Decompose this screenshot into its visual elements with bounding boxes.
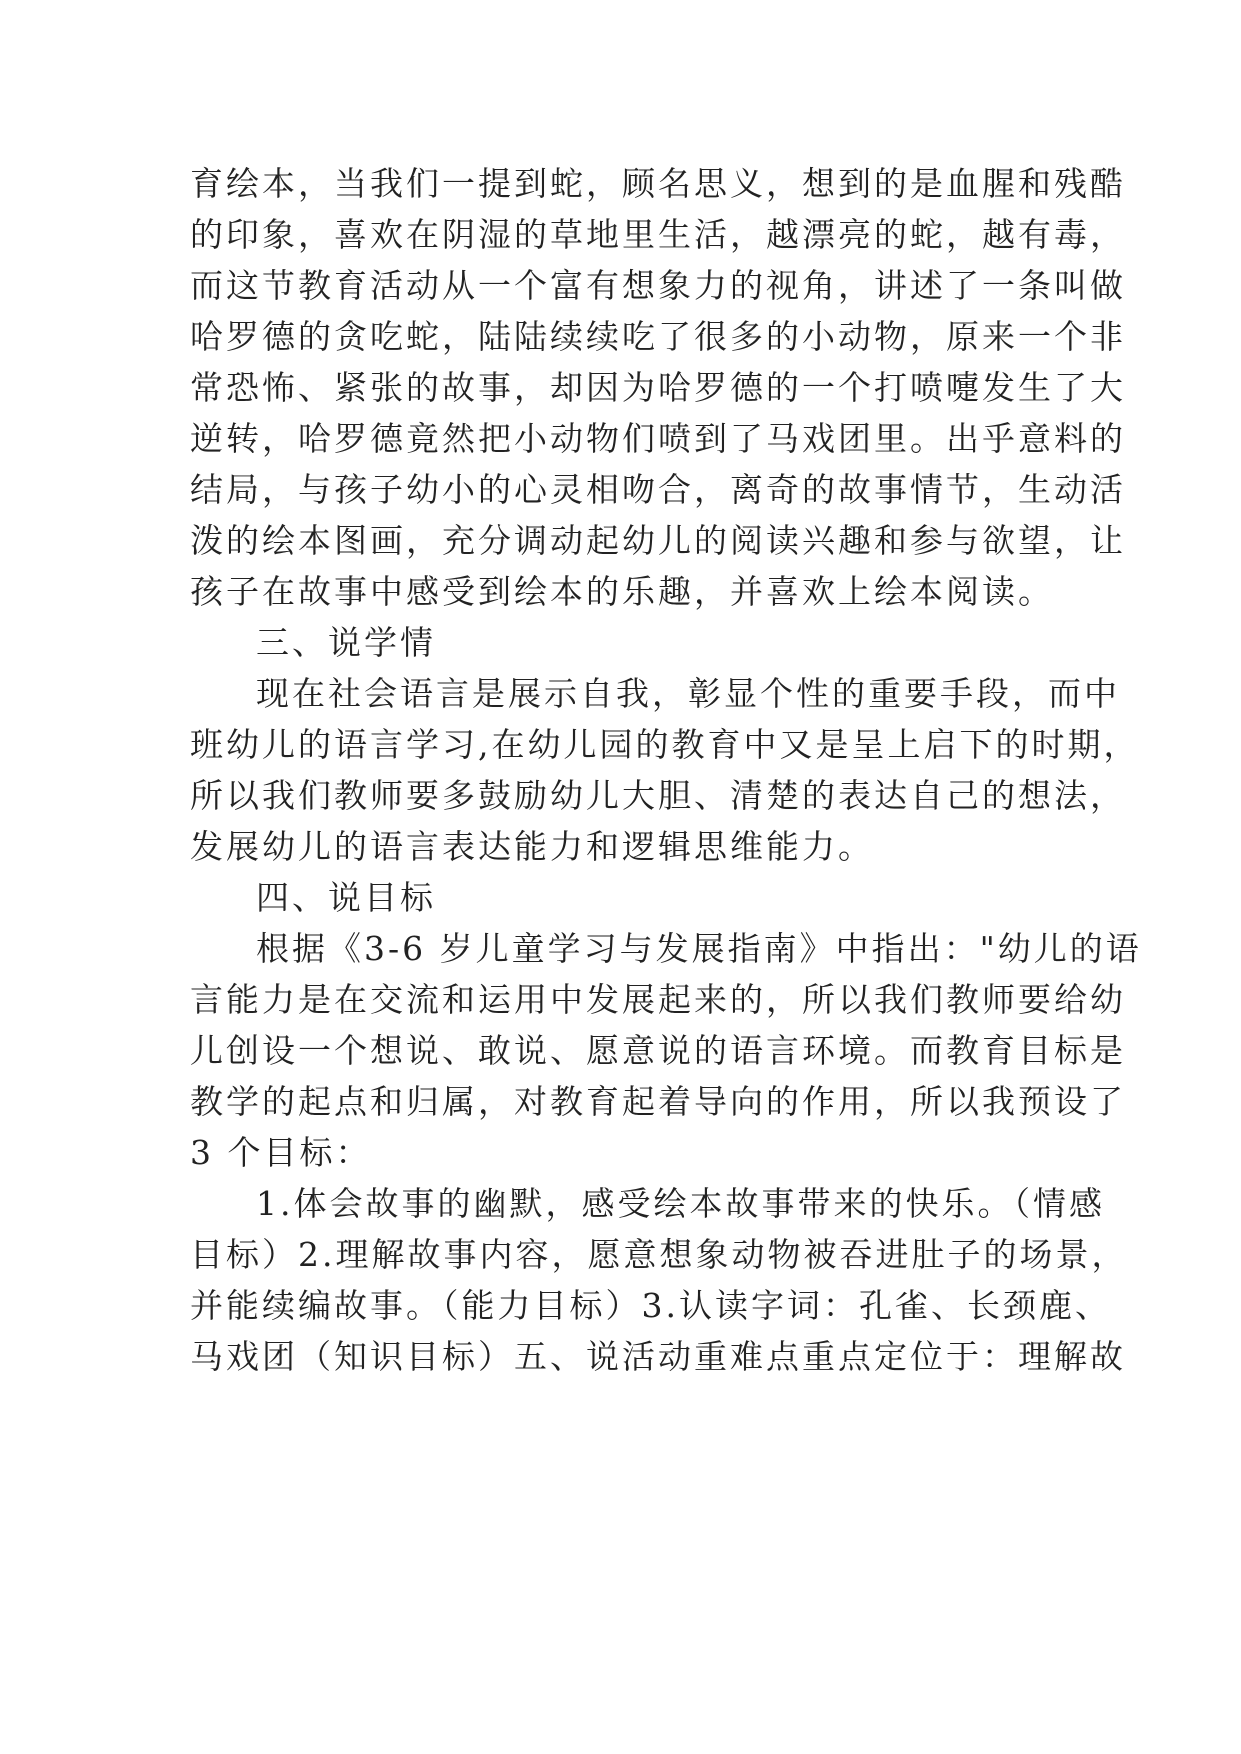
section-heading: 四、说目标 [256,878,436,917]
body-line: 逆转，哈罗德竟然把小动物们喷到了马戏团里。出乎意料的 [190,419,1126,458]
body-line: 现在社会语言是展示自我，彰显个性的重要手段，而中 [256,674,1120,713]
document-body [190,158,1142,1382]
body-line: 3 个目标： [190,1133,372,1172]
body-line: 哈罗德的贪吃蛇，陆陆续续吃了很多的小动物，原来一个非 [190,317,1126,356]
body-line: 儿创设一个想说、敢说、愿意说的语言环境。而教育目标是 [190,1031,1126,1070]
body-line: 而这节教育活动从一个富有想象力的视角，讲述了一条叫做 [190,266,1126,305]
body-line: 的印象，喜欢在阴湿的草地里生活，越漂亮的蛇，越有毒， [190,215,1126,254]
body-line: 1.体会故事的幽默，感受绘本故事带来的快乐。（情感 [256,1184,1105,1223]
body-line: 发展幼儿的语言表达能力和逻辑思维能力。 [190,827,874,866]
body-line: 教学的起点和归属，对教育起着导向的作用，所以我预设了 [190,1082,1126,1121]
body-line: 育绘本，当我们一提到蛇，顾名思义，想到的是血腥和残酷 [190,164,1126,203]
body-line: 言能力是在交流和运用中发展起来的，所以我们教师要给幼 [190,980,1126,1019]
section-heading: 三、说学情 [256,623,436,662]
body-line: 孩子在故事中感受到绘本的乐趣，并喜欢上绘本阅读。 [190,572,1054,611]
body-line: 结局，与孩子幼小的心灵相吻合，离奇的故事情节，生动活 [190,470,1126,509]
body-line: 泼的绘本图画，充分调动起幼儿的阅读兴趣和参与欲望，让 [190,521,1126,560]
body-line: 根据《3-6 岁儿童学习与发展指南》中指出："幼儿的语 [256,929,1142,968]
body-line: 马戏团（知识目标）五、说活动重难点重点定位于：理解故 [190,1337,1126,1376]
body-line: 所以我们教师要多鼓励幼儿大胆、清楚的表达自己的想法， [190,776,1126,815]
body-line: 目标）2.理解故事内容，愿意想象动物被吞进肚子的场景， [190,1235,1128,1274]
body-line: 并能续编故事。（能力目标）3.认读字词：孔雀、长颈鹿、 [190,1286,1111,1325]
body-line: 常恐怖、紧张的故事，却因为哈罗德的一个打喷嚏发生了大 [190,368,1126,407]
body-line: 班幼儿的语言学习,在幼儿园的教育中又是呈上启下的时期， [190,725,1140,764]
